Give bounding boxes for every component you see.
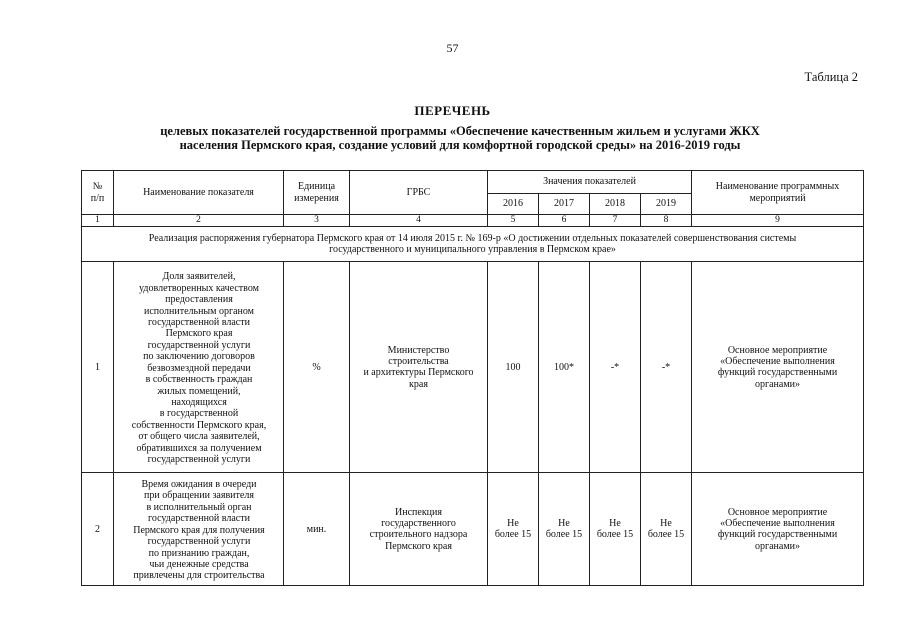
value-2016: 100 bbox=[488, 262, 539, 473]
indicator-line: обратившихся за получением bbox=[136, 442, 262, 454]
value-2019 bbox=[641, 473, 692, 586]
grbs-line: Инспекция bbox=[395, 506, 442, 518]
indicator-line: в собственность граждан bbox=[145, 374, 253, 386]
row-num: 2 bbox=[82, 473, 114, 586]
subtitle-line-2: населения Пермского края, создание условий для комфортной городской среды» на 2016-2019 годы bbox=[179, 138, 741, 152]
header-grbs: ГРБС bbox=[350, 171, 488, 215]
section-heading bbox=[82, 227, 864, 262]
indicator-line: жилых помещений, bbox=[157, 385, 241, 397]
measure-line: органами» bbox=[755, 378, 801, 390]
grbs-line: государственного bbox=[381, 518, 456, 529]
table-row bbox=[82, 473, 864, 586]
row-measures bbox=[692, 473, 864, 586]
table-row bbox=[82, 262, 864, 473]
indicator-line: Пермского края для получения bbox=[133, 524, 265, 536]
header-unit-line-2: измерения bbox=[294, 192, 339, 204]
measure-line: функций государственными bbox=[717, 367, 838, 379]
page-number: 57 bbox=[446, 41, 459, 55]
grbs-line: строительного надзора bbox=[369, 529, 468, 541]
indicator-line: предоставления bbox=[165, 294, 233, 306]
indicator-line: государственной услуги bbox=[147, 339, 251, 351]
indicator-line: по признанию граждан, bbox=[148, 547, 250, 559]
measure-line: «Обеспечение выполнения bbox=[720, 518, 835, 529]
column-number: 1 bbox=[82, 215, 114, 227]
header-unit bbox=[284, 171, 350, 215]
indicator-line: государственной услуги bbox=[147, 536, 251, 548]
indicator-line: Пермского края bbox=[165, 328, 233, 340]
header-unit-line-1: Единица bbox=[297, 181, 336, 193]
column-number: 7 bbox=[590, 215, 641, 227]
row-indicator bbox=[114, 473, 284, 586]
value-2017 bbox=[539, 473, 590, 586]
column-number: 6 bbox=[539, 215, 590, 227]
column-number-row bbox=[82, 215, 864, 227]
indicator-line: по заключению договоров bbox=[143, 351, 255, 363]
value-line: Не bbox=[558, 518, 570, 529]
header-num-line-1: № bbox=[92, 181, 103, 193]
grbs-line: Пермского края bbox=[385, 540, 452, 552]
section-line-1: Реализация распоряжения губернатора Пермского края от 14 июля 2015 г. № 169-р «О достижении отдельных показателей совершенствования системы bbox=[148, 233, 797, 244]
header-measures-line-1: Наименование программных bbox=[715, 181, 840, 193]
header-measures bbox=[692, 171, 864, 215]
indicator-line: Время ожидания в очереди bbox=[141, 479, 257, 491]
measure-line: Основное мероприятие bbox=[727, 344, 828, 356]
header-values-group: Значения показателей bbox=[488, 171, 692, 194]
indicator-line: безвозмездной передачи bbox=[147, 362, 251, 374]
indicator-line: удовлетворенных качеством bbox=[139, 282, 259, 294]
value-line: Не bbox=[507, 518, 519, 529]
header-num bbox=[82, 171, 114, 215]
value-line: Не bbox=[660, 518, 672, 529]
row-grbs bbox=[350, 262, 488, 473]
value-2018: -* bbox=[590, 262, 641, 473]
column-number: 2 bbox=[114, 215, 284, 227]
column-number: 8 bbox=[641, 215, 692, 227]
value-2018 bbox=[590, 473, 641, 586]
indicator-line: государственной власти bbox=[148, 317, 250, 329]
indicator-line: собственности Пермского края, bbox=[131, 419, 267, 431]
header-num-line-2: п/п bbox=[90, 192, 105, 204]
header-indicator: Наименование показателя bbox=[114, 171, 284, 215]
grbs-line: Министерство bbox=[387, 344, 450, 356]
table-label: Таблица 2 bbox=[804, 70, 858, 84]
row-unit: % bbox=[284, 262, 350, 473]
value-line: Не bbox=[609, 518, 621, 529]
value-2017: 100* bbox=[539, 262, 590, 473]
indicator-line: при обращении заявителя bbox=[144, 490, 254, 502]
row-unit: мин. bbox=[284, 473, 350, 586]
measure-line: органами» bbox=[755, 540, 801, 552]
indicator-line: чьи денежные средства bbox=[149, 558, 249, 570]
indicator-line: исполнительным органом bbox=[144, 305, 254, 317]
indicators-table bbox=[81, 170, 864, 586]
value-2019: -* bbox=[641, 262, 692, 473]
header-measures-line-2: мероприятий bbox=[749, 192, 806, 204]
subtitle-line-1: целевых показателей государственной программы «Обеспечение качественным жильем и услугами ЖКХ bbox=[160, 124, 760, 138]
value-line: более 15 bbox=[596, 529, 634, 541]
column-number: 9 bbox=[692, 215, 864, 227]
indicator-line: Доля заявителей, bbox=[162, 271, 236, 283]
grbs-line: края bbox=[409, 378, 428, 390]
indicator-line: государственной услуги bbox=[147, 453, 251, 465]
document-title: ПЕРЕЧЕНЬ bbox=[414, 103, 491, 118]
document-subtitle bbox=[80, 124, 840, 152]
row-num: 1 bbox=[82, 262, 114, 473]
indicator-line: в исполнительный орган bbox=[146, 501, 252, 513]
section-line-2: государственного и муниципального управления в Пермском крае» bbox=[329, 244, 616, 256]
header-year-2019: 2019 bbox=[641, 194, 692, 215]
row-indicator bbox=[114, 262, 284, 473]
header-year-2016: 2016 bbox=[488, 194, 539, 215]
measure-line: Основное мероприятие bbox=[727, 506, 828, 518]
section-row bbox=[82, 227, 864, 262]
header-year-2017: 2017 bbox=[539, 194, 590, 215]
header-year-2018: 2018 bbox=[590, 194, 641, 215]
measure-line: «Обеспечение выполнения bbox=[720, 356, 835, 367]
value-line: более 15 bbox=[494, 529, 532, 541]
grbs-line: строительства bbox=[388, 356, 449, 367]
column-number: 3 bbox=[284, 215, 350, 227]
value-2016 bbox=[488, 473, 539, 586]
indicator-line: в государственной bbox=[159, 408, 239, 420]
indicator-line: от общего числа заявителей, bbox=[138, 431, 260, 443]
column-number: 5 bbox=[488, 215, 539, 227]
column-number: 4 bbox=[350, 215, 488, 227]
header-row-1 bbox=[82, 171, 864, 194]
value-line: более 15 bbox=[545, 529, 583, 541]
value-line: более 15 bbox=[647, 529, 685, 541]
indicator-line: привлечены для строительства bbox=[133, 570, 265, 582]
indicator-line: государственной власти bbox=[148, 513, 250, 525]
row-measures bbox=[692, 262, 864, 473]
measure-line: функций государственными bbox=[717, 529, 838, 541]
row-grbs bbox=[350, 473, 488, 586]
indicator-line: находящихся bbox=[171, 396, 227, 408]
grbs-line: и архитектуры Пермского bbox=[363, 367, 474, 379]
